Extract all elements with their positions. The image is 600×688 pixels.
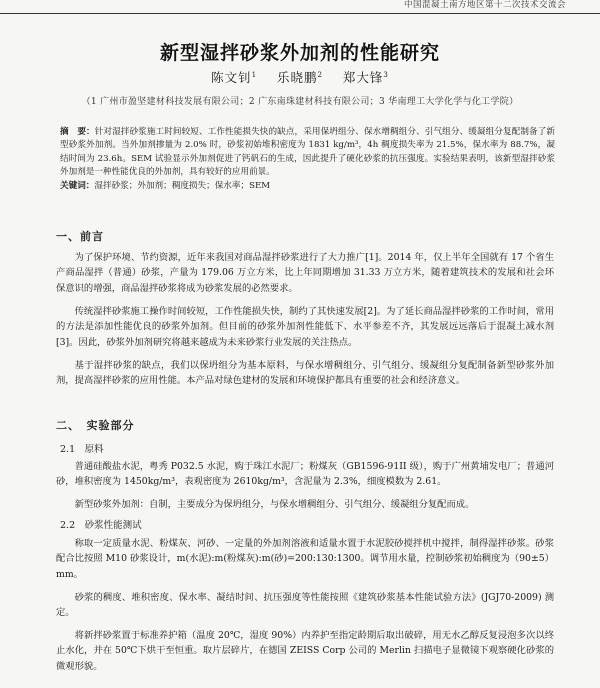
author-list xyxy=(0,68,600,86)
author-affil-mark: 3 xyxy=(383,70,389,79)
paragraph: 新型砂浆外加剂：自制，主要成分为保坍组分，与保水增稠组分、引气组分、缓凝组分复配而成。 xyxy=(74,499,475,510)
paragraph: 基于湿拌砂浆的缺点，我们以保坍组分为基本原料，与保水增稠组分、引气组分、缓凝组分复配制备新型砂浆外加剂，提高湿拌砂浆的应用性能。本产品对绿色建材的发展和环境保护都具有重要的社会和经济意义。 xyxy=(56,360,554,387)
affiliations: （1 广州市盈坚建材科技发展有限公司；2 广东南珠建材科技有限公司；3 华南理工大学化学与化工学院） xyxy=(81,97,519,107)
subsection-heading-tests: 2.2 砂浆性能测试 xyxy=(60,520,142,531)
section-heading-intro: 一、前言 xyxy=(56,230,104,243)
abstract xyxy=(60,126,555,179)
author-affil-mark: 1 xyxy=(251,70,258,79)
author-name: 郑大锋 xyxy=(342,70,384,85)
paragraph: 称取一定质量水泥、粉煤灰、河砂、一定量的外加剂溶液和适量水置于水泥胶砂搅拌机中搅拌，制得湿拌砂浆。砂浆配合比按照 M10 砂浆设计，m(水泥):m(粉煤灰):m(砂)=200:130:1300。调节用水量，控制砂浆初始稠度为（90±5）mm。 xyxy=(56,538,554,580)
section-heading-experiment: 二、 实验部分 xyxy=(56,419,135,432)
abstract-text: 针对湿拌砂浆施工时间较短、工作性能损失快的缺点，采用保坍组分、保水增稠组分、引气组分、缓凝组分复配制备了新型砂浆外加剂。当外加剂掺量为 2.0% 时，砂浆初始堆积密度为 1831 kg/m³，4h 稠度损失率为 21.5%，保水率为 88.7%，凝结时间为 23.6h。SEM 试验显示外加剂促进了钙矾石的生成，因此提升了硬化砂浆的抗压强度。实验结果表明，该新型湿拌砂浆外加剂是一种性能优良的外加剂，具有较好的应用前景。 xyxy=(60,127,555,177)
author-affil-mark: 2 xyxy=(317,70,323,79)
paragraph: 将新拌砂浆置于标准养护箱（温度 20℃，湿度 90%）内养护至指定龄期后取出破碎，用无水乙醇反复浸泡多次以终止水化，并在 50℃下烘干至恒重。取片层碎片，在德国 ZEISS Corp 公司的 Merlin 扫描电子显微镜下观察硬化砂浆的微观形貌。 xyxy=(56,630,554,672)
keywords xyxy=(60,180,555,193)
keywords-text: 湿拌砂浆；外加剂；稠度损失；保水率；SEM xyxy=(94,181,271,191)
subsection-heading-materials: 2.1 原料 xyxy=(60,444,104,455)
paragraph: 普通硅酸盐水泥，粤秀 P032.5 水泥，购于珠江水泥厂；粉煤灰（GB1596-91II 级），购于广州黄埔发电厂；普通河砂，堆积密度为 1450kg/m³，表观密度为 2610kg/m³，含泥量为 2.3%，细度模数为 2.61。 xyxy=(56,461,554,488)
paragraph: 砂浆的稠度、堆积密度、保水率、凝结时间、抗压强度等性能按照《建筑砂浆基本性能试验方法》(JGJ70-2009) 测定。 xyxy=(56,592,554,619)
paragraph: 传统湿拌砂浆施工操作时间较短，工作性能损失快，制约了其快速发展[2]。为了延长商品湿拌砂浆的工作时间，常用的方法是添加性能优良的砂浆外加剂。但目前的砂浆外加剂性能低下、水平参差不齐，其发展远远落后于混凝土减水剂[3]。因此，砂浆外加剂研究将越来越成为未来砂浆行业发展的关注热点。 xyxy=(56,306,554,348)
paragraph: 为了保护环境、节约资源，近年来我国对商品湿拌砂浆进行了大力推广[1]。2014 年，仅上半年全国就有 17 个省生产商品湿拌（普通）砂浆，产量为 179.06 万立方米，比上年同期增加 31.33 万立方米，随着建筑技术的发展和社会环保意识的增强，商品湿拌砂浆将成为砂浆发展的必然要求。 xyxy=(56,252,554,294)
author-name: 乐晓鹏 xyxy=(277,70,318,85)
author-name: 陈文钊 xyxy=(211,70,252,85)
running-head-text: 中国混凝土南方地区第十二次技术交流会 xyxy=(403,0,566,10)
running-header xyxy=(0,0,600,14)
abstract-label: 摘 要： xyxy=(60,127,95,137)
paper-title: 新型湿拌砂浆外加剂的性能研究 xyxy=(159,42,440,64)
keywords-label: 关键词： xyxy=(60,181,95,191)
